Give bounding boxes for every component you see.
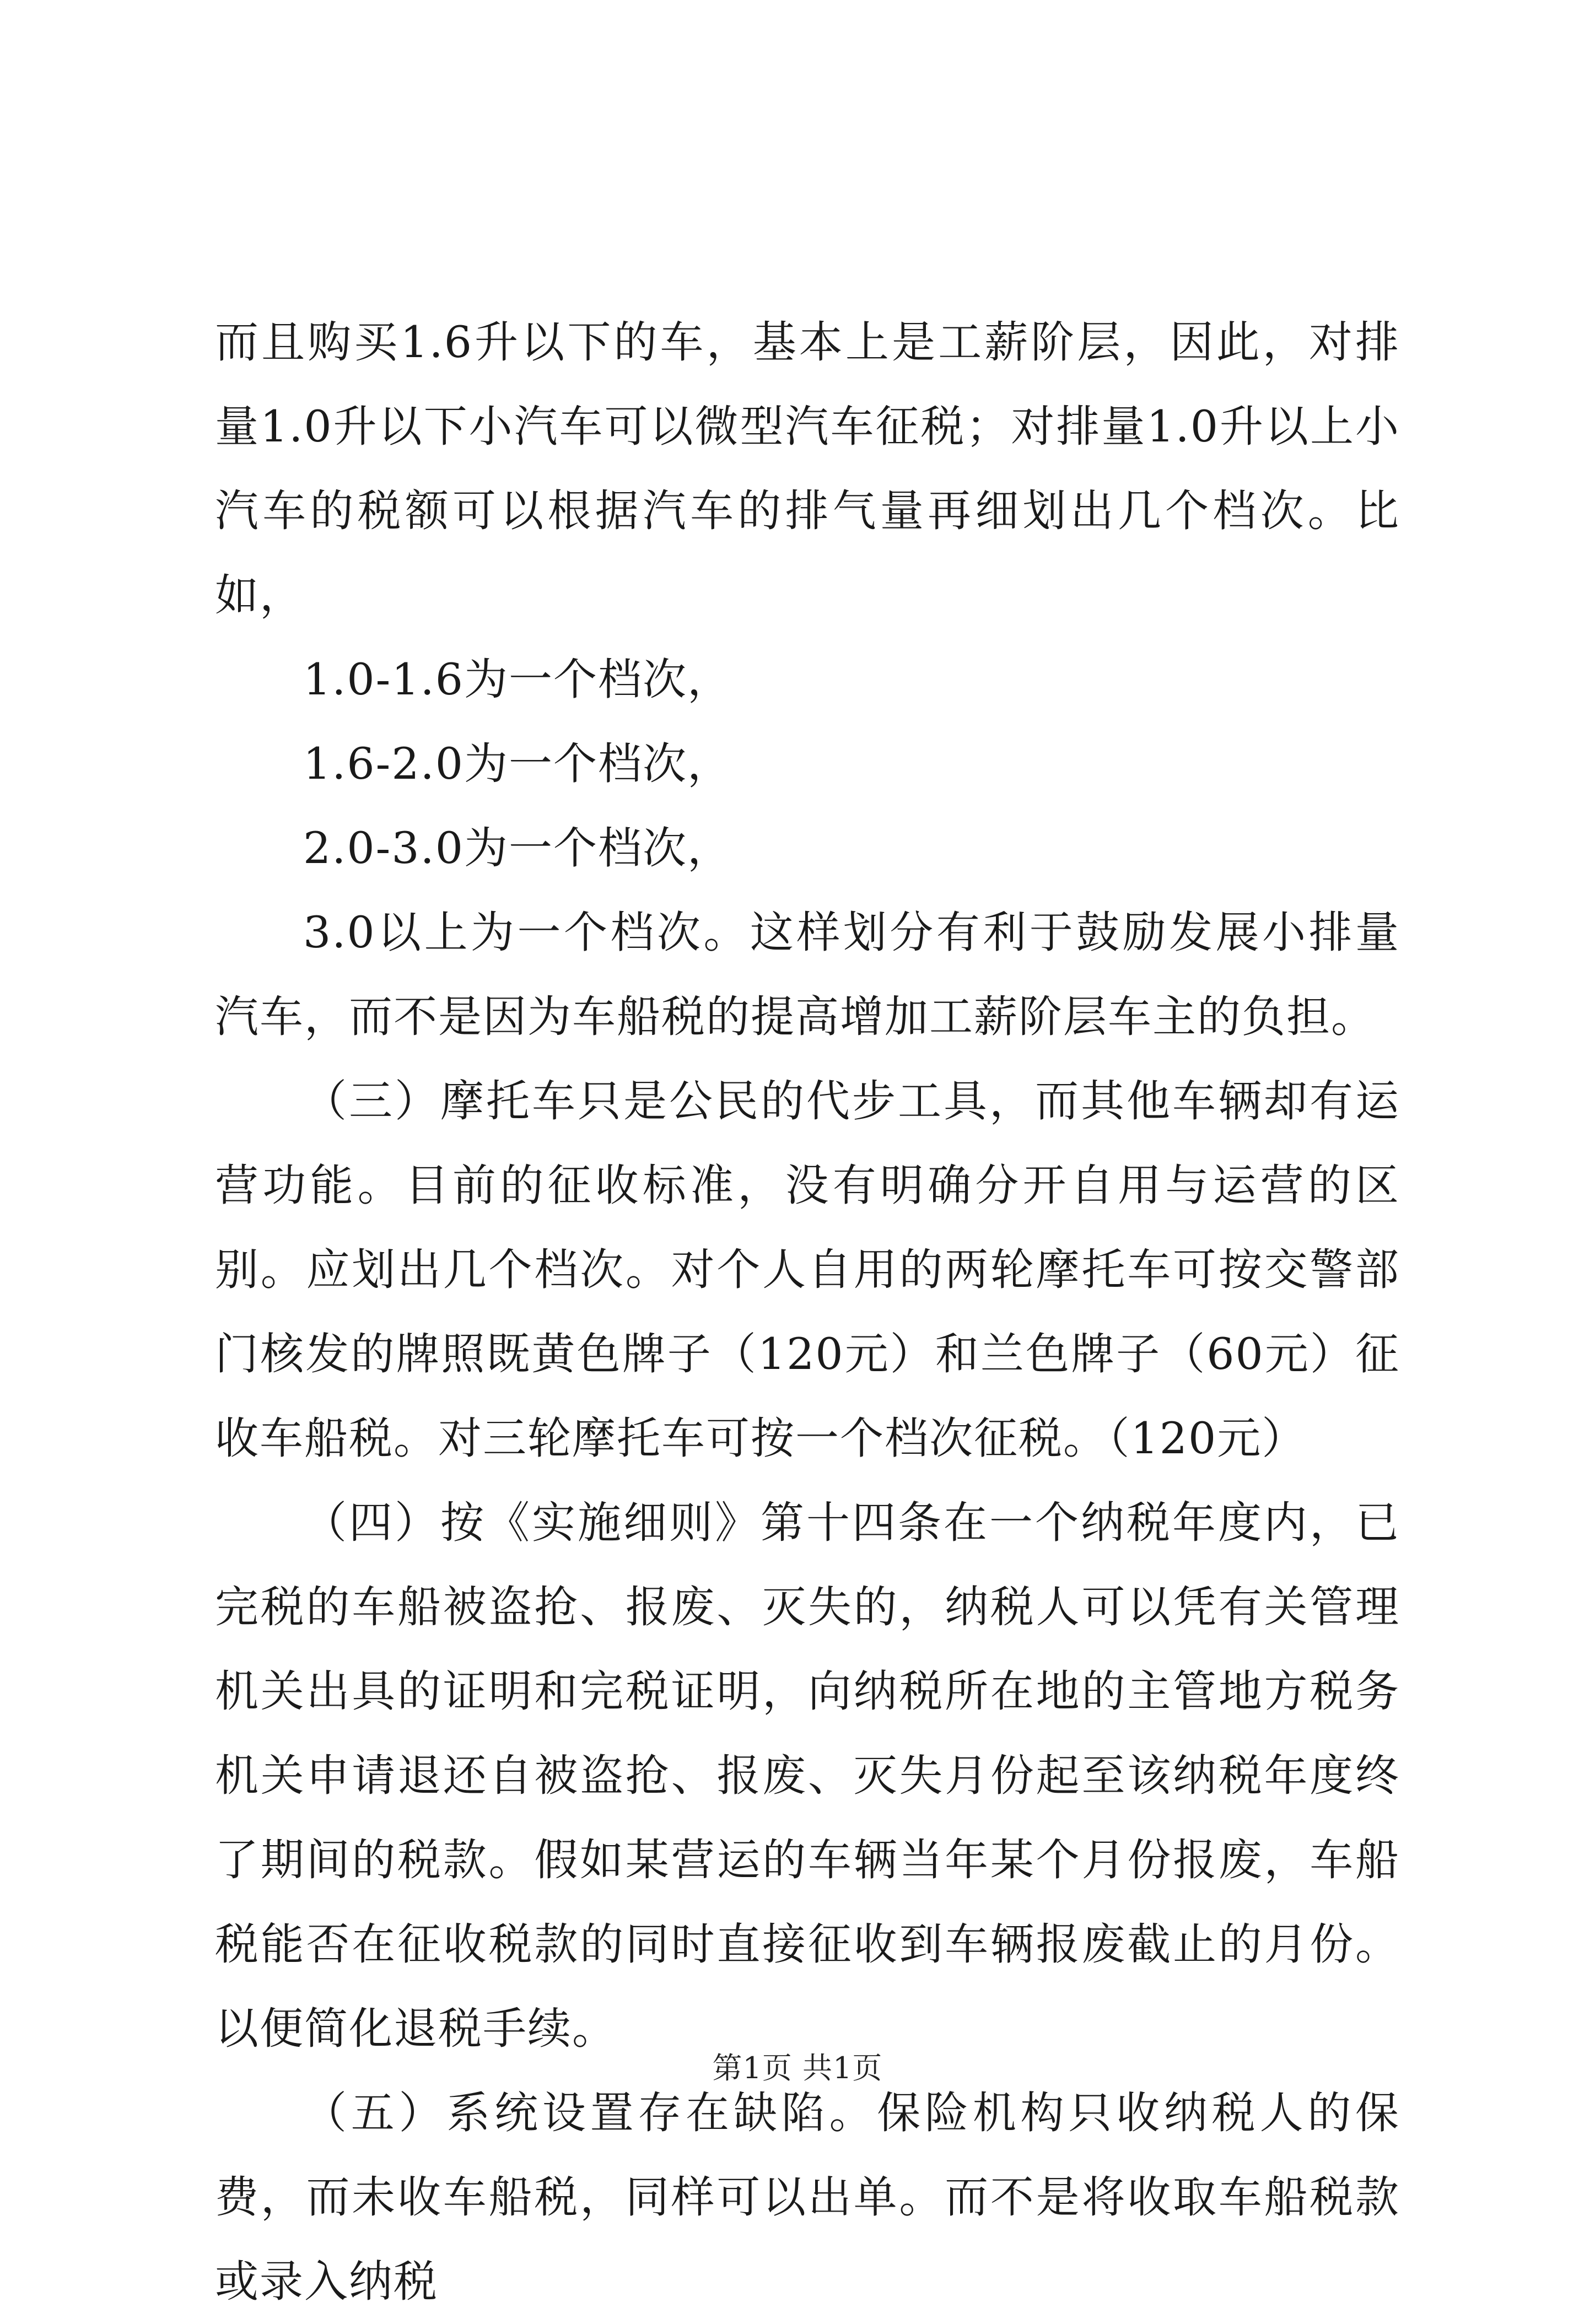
paragraph-6: （三）摩托车只是公民的代步工具，而其他车辆却有运营功能。目前的征收标准，没有明确分开自用与运营的区别。应划出几个档次。对个人自用的两轮摩托车可按交警部门核发的牌照既黄色牌子（120元）和兰色牌子（60元）征收车船税。对三轮摩托车可按一个档次征税。（120元）	[215, 1076, 1400, 1464]
paragraph-2: 1.0-1.6为一个档次，	[303, 654, 732, 705]
paragraph-5: 3.0以上为一个档次。这样划分有利于鼓励发展小排量汽车，而不是因为车船税的提高增加工薪阶层车主的负担。	[215, 907, 1400, 1042]
paragraph-8: （五）系统设置存在缺陷。保险机构只收纳税人的保费，而未收车船税，同样可以出单。而不是将收取车船税款或录入纳税	[215, 2088, 1400, 2307]
document-body	[215, 300, 1400, 2324]
page-footer: 第1页 共1页	[712, 2051, 883, 2085]
paragraph-3: 1.6-2.0为一个档次，	[303, 738, 732, 789]
paragraph-4: 2.0-3.0为一个档次，	[303, 823, 732, 873]
paragraph-7: （四）按《实施细则》第十四条在一个纳税年度内，已完税的车船被盗抢、报废、灭失的，纳税人可以凭有关管理机关出具的证明和完税证明，向纳税所在地的主管地方税务机关申请退还自被盗抢、报废、灭失月份起至该纳税年度终了期间的税款。假如某营运的车辆当年某个月份报废，车船税能否在征收税款的同时直接征收到车辆报废截止的月份。以便简化退税手续。	[215, 1497, 1400, 2054]
paragraph-1: 而且购买1.6升以下的车，基本上是工薪阶层，因此，对排量1.0升以下小汽车可以微型汽车征税；对排量1.0升以上小汽车的税额可以根据汽车的排气量再细划出几个档次。比如，	[215, 317, 1400, 621]
